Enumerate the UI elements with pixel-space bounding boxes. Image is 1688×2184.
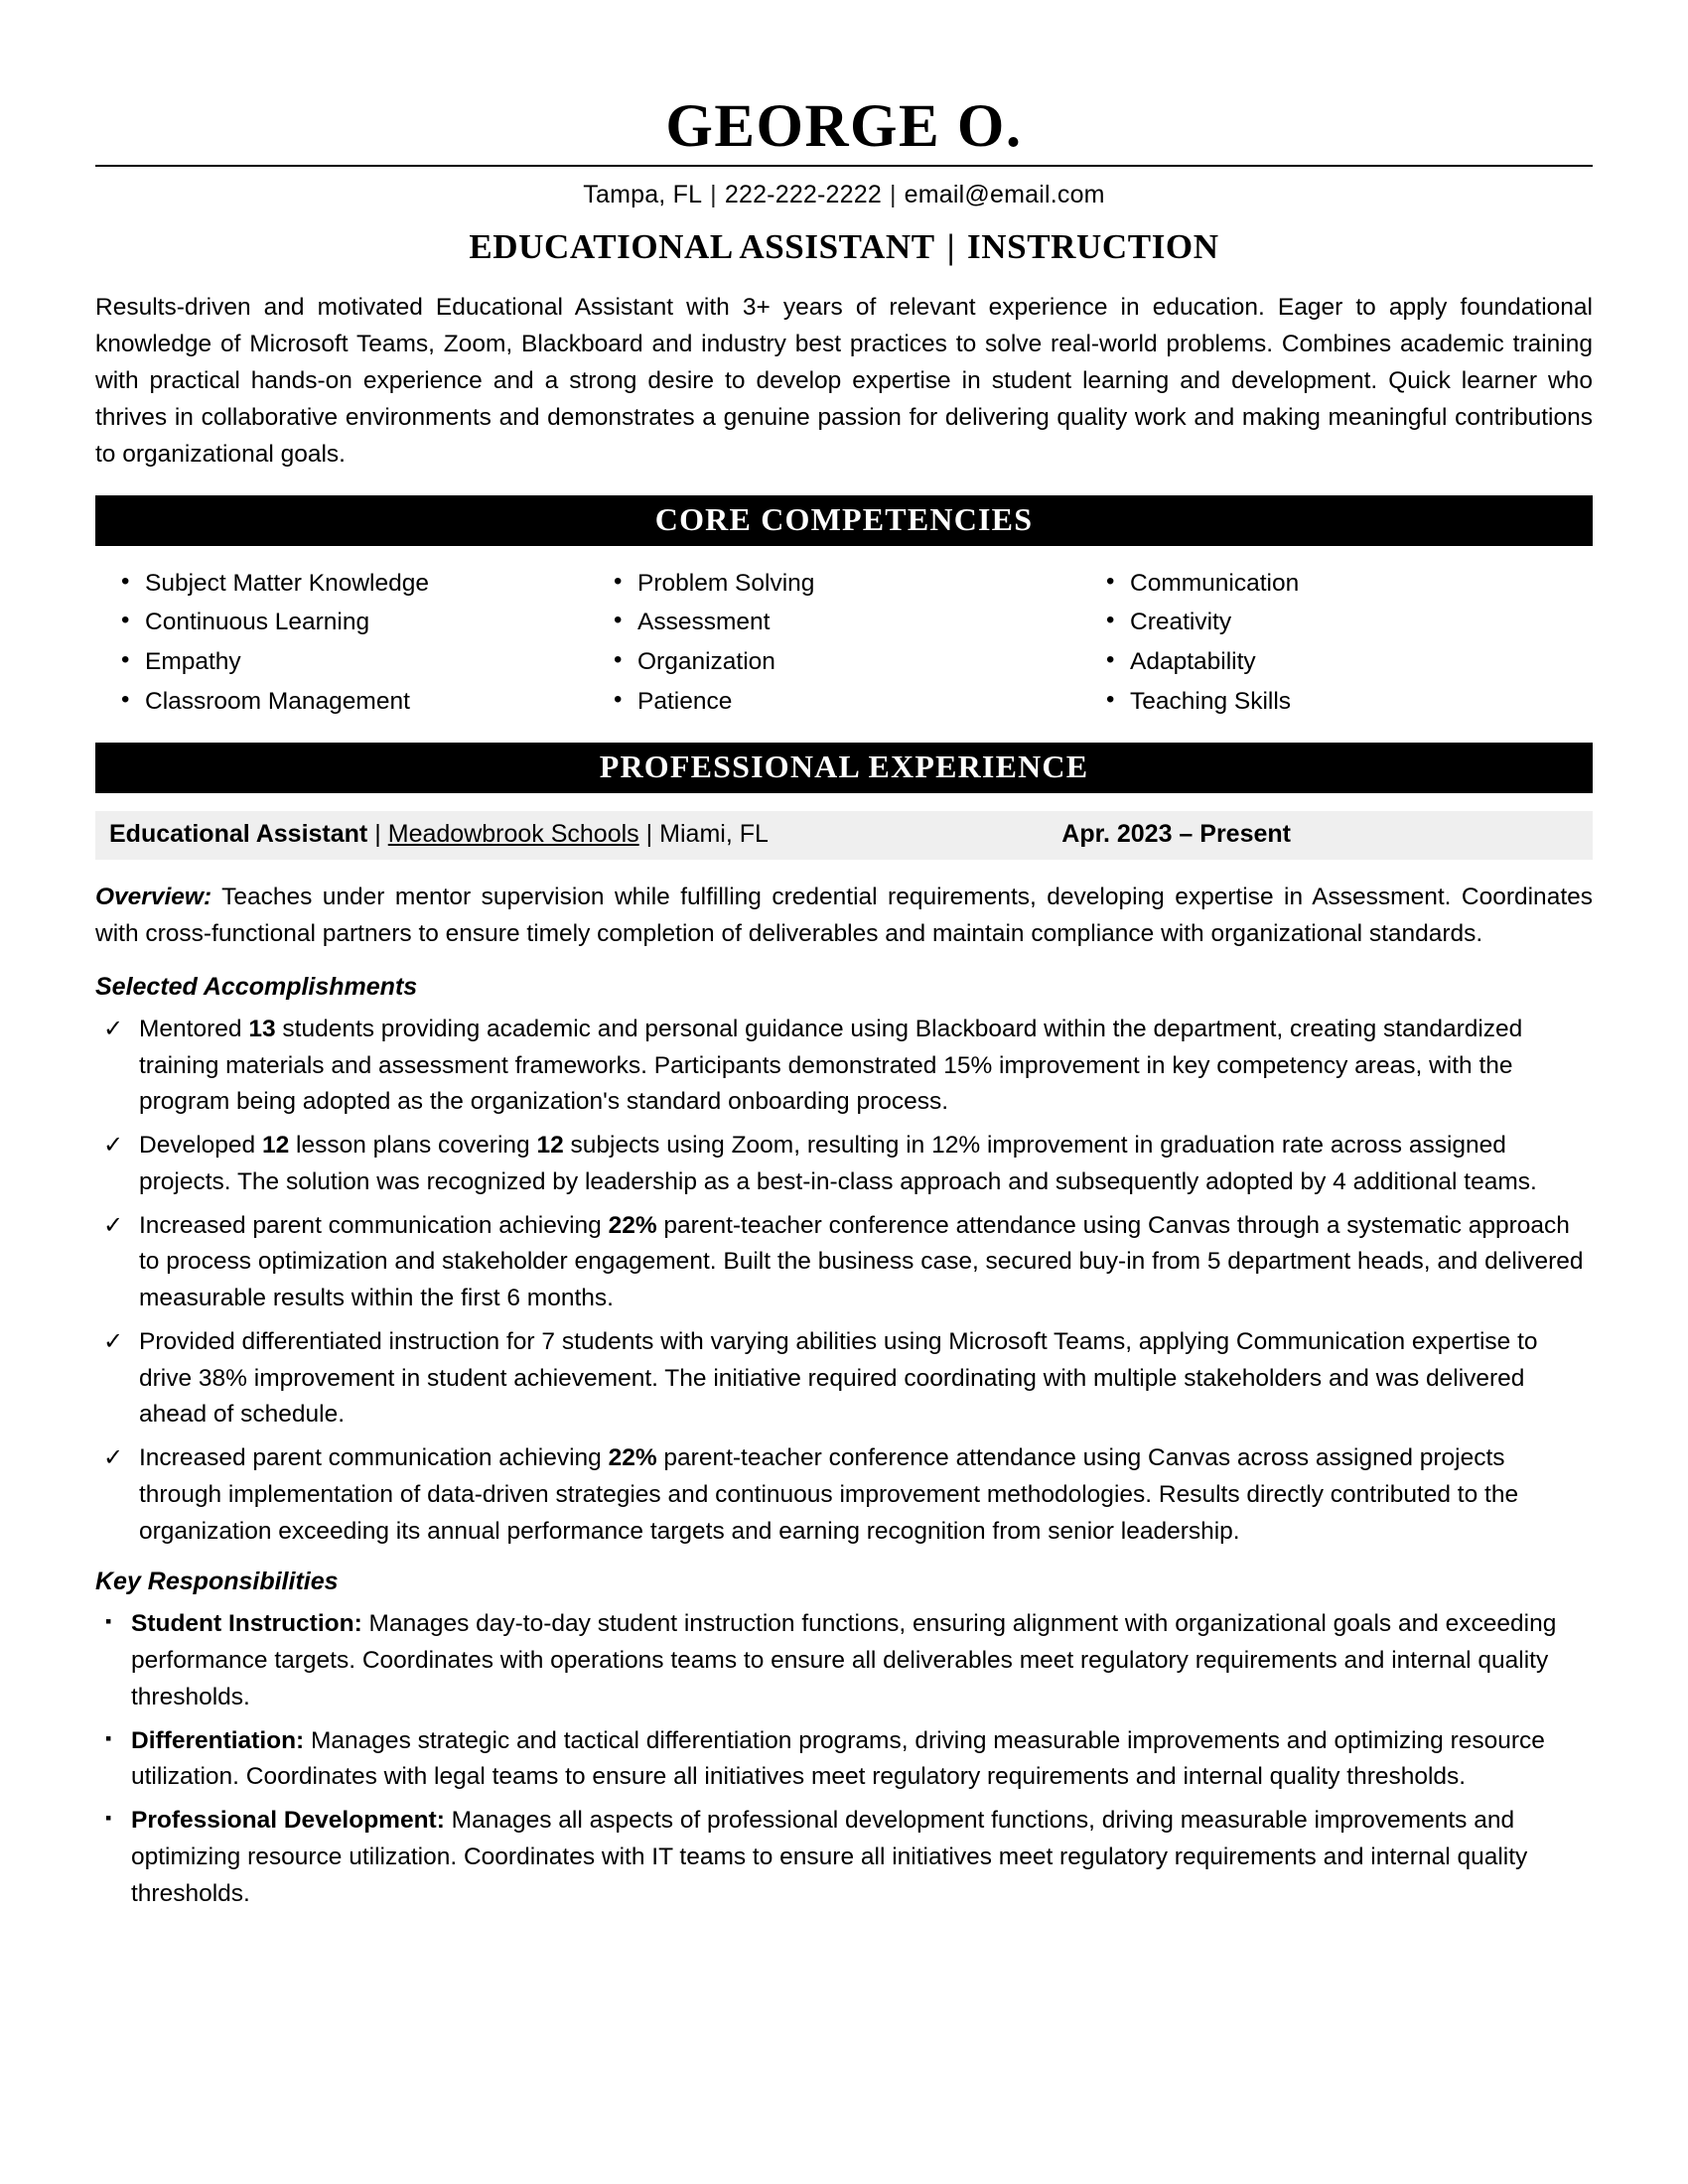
responsibility-label: Differentiation: [131,1726,305,1754]
accomplishment-item [95,1208,1593,1317]
bullet-dot-icon: • [1106,646,1115,674]
core-competency-item [1100,642,1593,682]
checkmark-icon: ✓ [103,1132,124,1160]
section-header-professional-experience: PROFESSIONAL EXPERIENCE [95,743,1593,793]
bullet-dot-icon: • [614,685,623,713]
core-competencies-grid [95,564,1593,722]
contact-phone: 222-222-2222 [724,181,882,209]
core-competency-item [115,603,608,642]
bullet-dot-icon: • [1106,685,1115,713]
core-competency-label: Subject Matter Knowledge [145,569,429,597]
contact-separator-1: | [710,181,717,209]
responsibility-label: Student Instruction: [131,1610,362,1638]
professional-summary: Results-driven and motivated Educational Assistant with 3+ years of relevant experience in education. Eager to apply foundational knowledge of Microsoft Teams, Zoom, Blackboard and industry best practices to solve real-world problems. Combines academic training with practical hands-on experience and a strong desire to develop expertise in student learning and development. Quick learner who thrives in collaborative environments and demonstrates a genuine passion for delivering quality work and making meaningful contributions to organizational goals. [95,293,1593,469]
accomplishment-metric: 12 [536,1132,564,1160]
square-bullet-icon: ▪ [105,1611,112,1632]
core-competency-item [115,564,608,604]
core-competency-label: Communication [1130,569,1300,597]
contact-line [95,179,1593,211]
job-dates: Apr. 2023 – Present [1061,820,1291,849]
core-competency-label: Patience [637,687,733,715]
core-competency-label: Teaching Skills [1130,687,1292,715]
bullet-dot-icon: • [614,567,623,595]
core-competency-item [608,564,1100,604]
bullet-dot-icon: • [121,646,130,674]
core-competency-item [608,603,1100,642]
job-overview-label: Overview: [95,884,212,911]
square-bullet-icon: ▪ [105,1808,112,1829]
responsibility-text: Manages strategic and tactical differentiation programs, driving measurable improvements and optimizing resource utilization. Coordinates with legal teams to ensure all initiatives meet regulatory requirements and internal quality thresholds. [131,1726,1545,1791]
section-header-core-competencies: CORE COMPETENCIES [95,495,1593,546]
responsibility-item [95,1803,1593,1912]
job-separator-2: | [645,820,653,849]
core-competency-label: Organization [637,648,775,676]
accomplishment-item [95,1128,1593,1201]
job-header-left [109,820,769,849]
job-header-bar [95,811,1593,860]
core-competency-item [1100,682,1593,722]
accomplishment-metric: 12 [261,1132,290,1160]
accomplishment-text: Mentored 13 students providing academic and personal guidance using Blackboard within the department, creating standardized training materials and assessment frameworks. Participants demonstrated 15% improvement in key competency areas, with the program being adopted as the organization's standard onboarding process. [139,1015,1523,1116]
core-competency-label: Assessment [637,609,771,636]
contact-separator-2: | [889,181,897,209]
responsibility-item [95,1606,1593,1715]
core-competency-item [115,642,608,682]
bullet-dot-icon: • [1106,607,1115,634]
core-competency-label: Creativity [1130,609,1232,636]
core-competency-item [1100,564,1593,604]
accomplishment-text: Increased parent communication achieving 22% parent-teacher conference attendance using Canvas through a systematic approach to process optimization and stakeholder engagement. Built the business case, secured buy-in from 5 department heads, and delivered measurable results within the first 6 months. [139,1211,1584,1312]
contact-location: Tampa, FL [583,181,703,209]
responsibility-label: Professional Development: [131,1807,445,1835]
bullet-dot-icon: • [614,646,623,674]
job-separator-1: | [374,820,381,849]
accomplishment-item [95,1012,1593,1121]
header-divider-rule [95,165,1593,167]
core-competency-item [608,642,1100,682]
subheading-selected-accomplishments: Selected Accomplishments [95,972,418,1001]
target-title-divider: | [946,226,956,266]
core-competency-item [115,682,608,722]
responsibility-item [95,1723,1593,1797]
core-competency-label: Classroom Management [145,687,410,715]
target-job-title [95,227,1593,267]
checkmark-icon: ✓ [103,1211,124,1239]
bullet-dot-icon: • [121,685,130,713]
contact-email: email@email.com [904,181,1105,209]
responsibilities-list [95,1606,1593,1912]
accomplishment-metric: 22% [608,1211,657,1239]
core-competency-label: Problem Solving [637,569,815,597]
job-company: Meadowbrook Schools [387,820,639,849]
bullet-dot-icon: • [121,567,130,595]
candidate-name: GEORGE O. [665,93,1023,160]
bullet-dot-icon: • [121,607,130,634]
accomplishment-metric: 13 [248,1015,276,1042]
checkmark-icon: ✓ [103,1444,124,1472]
checkmark-icon: ✓ [103,1327,124,1355]
accomplishment-text: Provided differentiated instruction for 7 students with varying abilities using Microsoft Teams, applying Communication expertise to drive 38% improvement in student achievement. The initiative required coordinating with multiple stakeholders and was delivered ahead of schedule. [139,1327,1538,1429]
target-title-right: INSTRUCTION [967,226,1219,266]
responsibility-text: Manages day-to-day student instruction functions, ensuring alignment with organizational goals and exceeding performance targets. Coordinates with operations teams to ensure all deliverables meet regulatory requirements and internal quality thresholds. [131,1610,1557,1710]
job-overview [95,880,1593,953]
responsibility-text: Manages all aspects of professional development functions, driving measurable improvements and optimizing resource utilization. Coordinates with IT teams to ensure all initiatives meet regulatory requirements and internal quality thresholds. [131,1807,1528,1907]
accomplishment-metric: 22% [608,1444,657,1472]
checkmark-icon: ✓ [103,1015,124,1042]
bullet-dot-icon: • [1106,567,1115,595]
accomplishment-item [95,1324,1593,1433]
job-overview-text: Teaches under mentor supervision while fulfilling credential requirements, developing expertise in Assessment. Coordinates with cross-functional partners to ensure timely completion of deliverables and maintain compliance with organizational standards. [95,884,1593,948]
subheading-key-responsibilities: Key Responsibilities [95,1568,339,1596]
accomplishments-list [95,1012,1593,1551]
square-bullet-icon: ▪ [105,1727,112,1748]
core-competency-label: Adaptability [1130,648,1256,676]
bullet-dot-icon: • [614,607,623,634]
job-location: Miami, FL [659,820,769,849]
accomplishment-item [95,1440,1593,1550]
job-title: Educational Assistant [109,820,368,849]
core-competency-label: Empathy [145,648,241,676]
accomplishment-text: Developed 12 lesson plans covering 12 subjects using Zoom, resulting in 12% improvement in graduation rate across assigned projects. The solution was recognized by leadership as a best-in-class approach and subsequently adopted by 4 additional teams. [139,1132,1537,1195]
core-competency-item [608,682,1100,722]
core-competency-item [1100,603,1593,642]
accomplishment-text: Increased parent communication achieving 22% parent-teacher conference attendance using Canvas across assigned projects through implementation of data-driven strategies and continuous improvement methodologies. Results directly contributed to the organization exceeding its annual performance targets and earning recognition from senior leadership. [139,1444,1519,1545]
target-title-left: EDUCATIONAL ASSISTANT [469,226,935,266]
core-competency-label: Continuous Learning [145,609,370,636]
